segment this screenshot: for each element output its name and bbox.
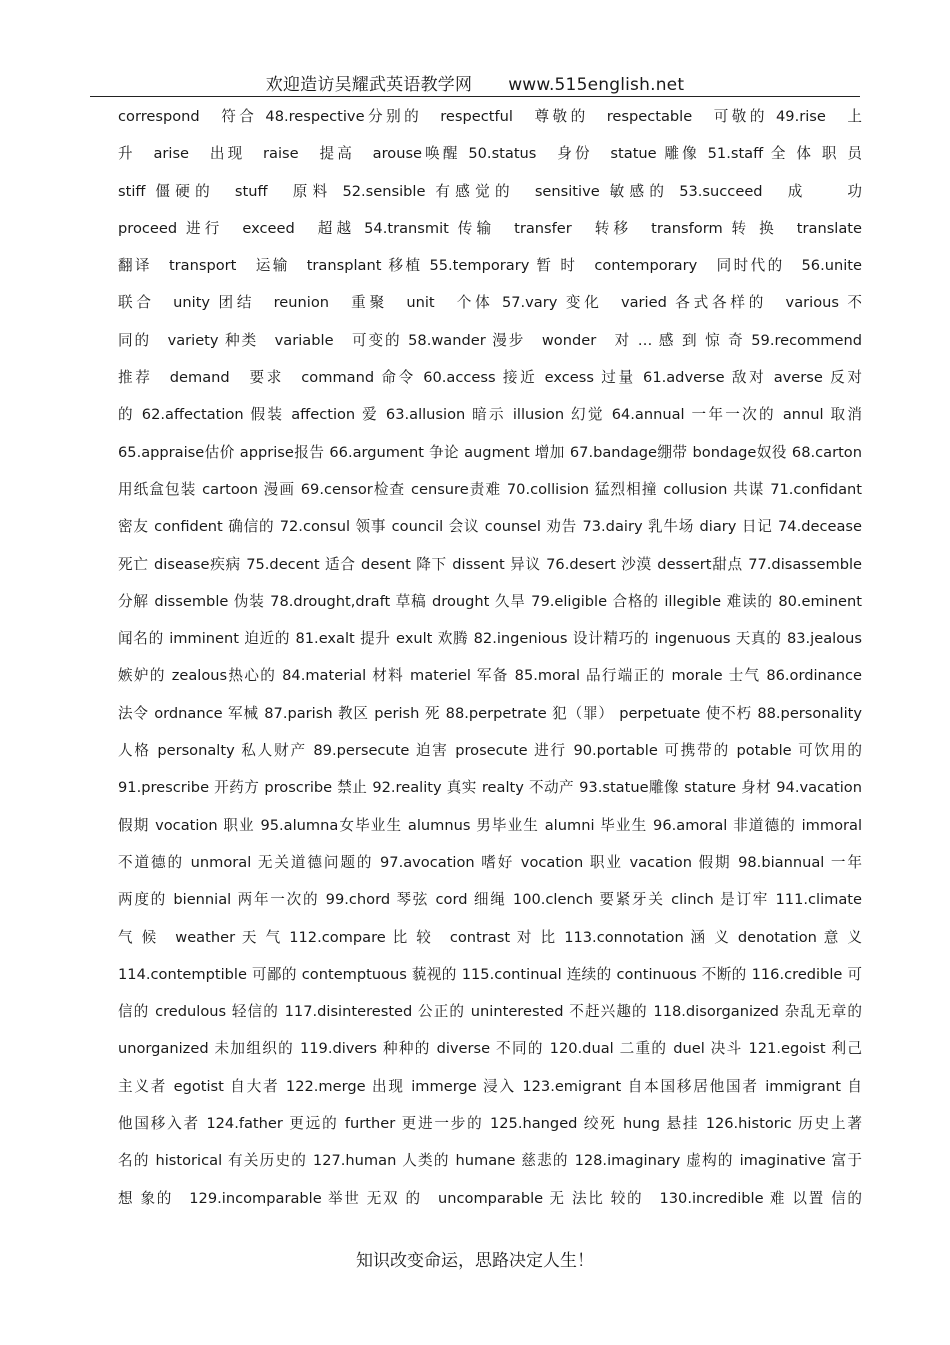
vocabulary-text (118, 98, 862, 1217)
text-line: 65.appraise估价 apprise报告 66.argument 争论 augment 增加 67.bandage绷带 bondage奴役 68.carton (118, 443, 862, 461)
text-line: 两度的 biennial 两年一次的 99.chord 琴弦 cord 细绳 100.clench 要紧牙关 clinch 是订牢 111.climate (118, 891, 862, 909)
text-line: proceed 进行 exceed 超越 54.transmit 传输 transfer 转移 transform 转 换 translate (118, 219, 862, 237)
text-line: 他国移入者 124.father 更远的 further 更进一步的 125.hanged 绞死 hung 悬挂 126.historic 历史上著 (118, 1115, 862, 1133)
text-line: unorganized 未加组织的 119.divers 种种的 diverse 不同的 120.dual 二重的 duel 决斗 121.egoist 利己 (118, 1040, 862, 1058)
text-line: 翻译 transport 运输 transplant 移植 55.temporary 暂 时 contemporary 同时代的 56.unite (118, 257, 862, 275)
page-footer (0, 1246, 950, 1271)
text-line: 同的 variety 种类 variable 可变的 58.wander 漫步 wonder 对 … 感 到 惊 奇 59.recommend (118, 331, 862, 349)
text-line: 不道德的 unmoral 无关道德问题的 97.avocation 嗜好 vocation 职业 vacation 假期 98.biannual 一年 (118, 853, 862, 871)
text-line: 信的 credulous 轻信的 117.disinterested 公正的 uninterested 不赶兴趣的 118.disorganized 杂乱无章的 (118, 1003, 862, 1021)
text-line: 法令 ordnance 军械 87.parish 教区 perish 死 88.perpetrate 犯（罪） perpetuate 使不朽 88.personality (118, 704, 862, 722)
text-line: 闻名的 imminent 迫近的 81.exalt 提升 exult 欢腾 82.ingenious 设计精巧的 ingenuous 天真的 83.jealous (118, 630, 862, 648)
footer-motto: 知识改变命运，思路决定人生！ (356, 1251, 594, 1271)
text-line: 名的 historical 有关历史的 127.human 人类的 humane 慈悲的 128.imaginary 虚构的 imaginative 富于 (118, 1152, 862, 1170)
text-line: 人格 personalty 私人财产 89.persecute 迫害 prosecute 进行 90.portable 可携带的 potable 可饮用的 (118, 742, 862, 760)
text-line: 114.contemptible 可鄙的 contemptuous 藐视的 115.continual 连续的 continuous 不断的 116.credible 可 (118, 965, 862, 983)
page-header (0, 70, 950, 95)
text-line: 假期 vocation 职业 95.alumna女毕业生 alumnus 男毕业生 alumni 毕业生 96.amoral 非道德的 immoral (118, 816, 862, 834)
text-line: 想 象的 129.incomparable 举世 无双 的 uncomparable 无 法比 较的 130.incredible 难 以置 信的 (118, 1189, 862, 1207)
text-line: 主义者 egotist 自大者 122.merge 出现 immerge 浸入 123.emigrant 自本国移居他国者 immigrant 自 (118, 1077, 862, 1095)
site-title: 欢迎造访吴耀武英语教学网 (265, 75, 473, 95)
header-divider (90, 96, 860, 97)
text-line: 气 候 weather 天 气 112.compare 比 较 contrast 对 比 113.connotation 涵 义 denotation 意 义 (118, 928, 862, 946)
text-line: 用纸盒包装 cartoon 漫画 69.censor检查 censure责难 70.collision 猛烈相撞 collusion 共谋 71.confidant (118, 480, 862, 498)
text-line: 联合 unity 团结 reunion 重聚 unit 个体 57.vary 变化 varied 各式各样的 various 不 (118, 294, 862, 312)
site-url[interactable]: www.515english.net (508, 75, 685, 95)
text-line: stiff 僵硬的 stuff 原料 52.sensible 有感觉的 sensitive 敏感的 53.succeed 成 功 (118, 182, 862, 200)
text-line: 嫉妒的 zealous热心的 84.material 材料 materiel 军备 85.moral 品行端正的 morale 士气 86.ordinance (118, 667, 862, 685)
text-line: 的 62.affectation 假装 affection 爱 63.allusion 暗示 illusion 幻觉 64.annual 一年一次的 annul 取消 (118, 406, 862, 424)
text-line: 分解 dissemble 伪装 78.drought,draft 草稿 drought 久旱 79.eligible 合格的 illegible 难读的 80.eminent (118, 592, 862, 610)
text-line: 密友 confident 确信的 72.consul 领事 council 会议 counsel 劝告 73.dairy 乳牛场 diary 日记 74.decease (118, 518, 862, 536)
text-line: 升 arise 出现 raise 提高 arouse唤醒 50.status 身份 statue 雕像 51.staff 全 体 职 员 (118, 145, 862, 163)
text-line: 91.prescribe 开药方 proscribe 禁止 92.reality 真实 realty 不动产 93.statue雕像 stature 身材 94.vacation (118, 779, 862, 797)
text-line: correspond 符合 48.respective分别的 respectful 尊敬的 respectable 可敬的 49.rise 上 (118, 108, 862, 125)
text-line: 推荐 demand 要求 command 命令 60.access 接近 excess 过量 61.adverse 敌对 averse 反对 (118, 369, 862, 387)
text-line: 死亡 disease疾病 75.decent 适合 desent 降下 dissent 异议 76.desert 沙漠 dessert甜点 77.disassemble (118, 555, 862, 573)
